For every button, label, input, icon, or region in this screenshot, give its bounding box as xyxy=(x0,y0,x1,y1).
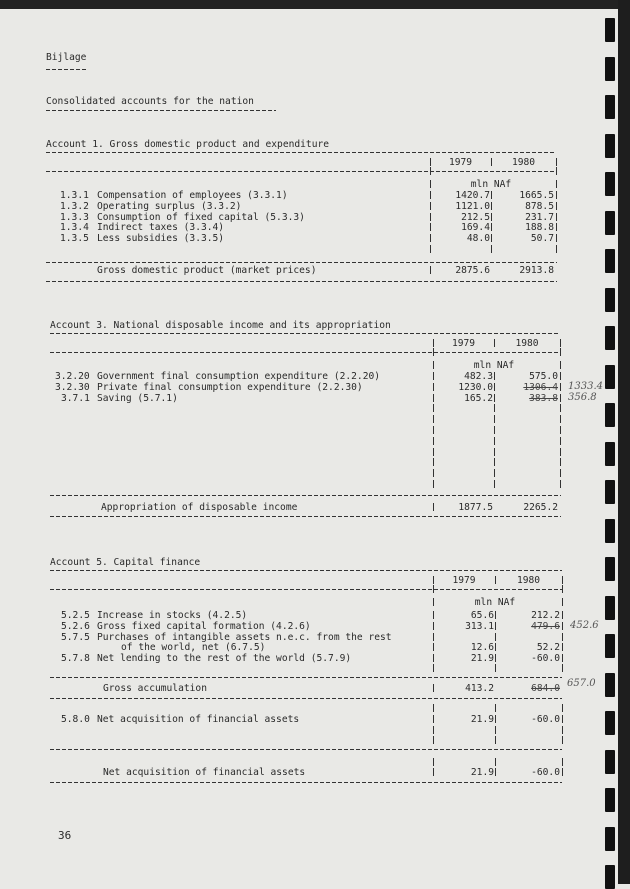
row-label: Indirect taxes (3.3.4) xyxy=(97,222,225,234)
binding-hole xyxy=(605,865,615,889)
column-separator xyxy=(430,245,431,253)
total-1979: 1877.5 xyxy=(458,502,493,513)
total-label: Gross accumulation xyxy=(103,683,207,694)
column-separator xyxy=(562,576,563,584)
row-label: Government final consumption expenditure (2.2.20) xyxy=(97,371,381,382)
column-separator xyxy=(433,361,434,369)
column-separator xyxy=(495,576,496,584)
column-separator xyxy=(433,469,434,477)
value-1980: 50.7 xyxy=(530,233,554,245)
binding-hole xyxy=(605,326,615,350)
value-1980: 52.2 xyxy=(536,642,560,654)
row-label: Saving (5.7.1) xyxy=(97,392,178,404)
value-1979: 1420.7 xyxy=(455,190,490,201)
column-separator xyxy=(562,598,563,606)
row-code: 5.2.6 xyxy=(61,620,90,632)
column-separator xyxy=(560,480,561,488)
column-separator xyxy=(430,180,431,188)
handwritten-correction: 657.0 xyxy=(567,678,596,689)
column-separator xyxy=(556,191,557,199)
column-separator xyxy=(562,654,563,662)
row-label: Increase in stocks (4.2.5) xyxy=(97,610,248,621)
value-1979: 21.9 xyxy=(470,714,494,725)
column-separator xyxy=(562,611,563,619)
value-1980: 575.0 xyxy=(529,371,558,382)
dashed-rule xyxy=(50,749,562,750)
column-separator xyxy=(562,633,563,641)
binding-hole xyxy=(605,57,615,81)
binding-hole xyxy=(605,673,615,697)
column-separator xyxy=(433,704,434,712)
column-separator xyxy=(433,437,434,445)
account-title: Account 5. Capital finance xyxy=(50,557,201,568)
value-1979: 313.1 xyxy=(465,620,494,632)
column-separator xyxy=(562,643,563,651)
column-separator xyxy=(562,715,563,723)
column-separator xyxy=(556,213,557,221)
column-separator xyxy=(562,585,563,593)
year-header-1980: 1980 xyxy=(511,157,536,168)
binding-hole xyxy=(605,634,615,658)
column-separator xyxy=(433,633,434,641)
total-1979: 21.9 xyxy=(470,767,494,778)
binding-hole xyxy=(605,519,615,543)
row-label: Net acquisition of financial assets xyxy=(97,714,300,725)
dashed-rule xyxy=(46,281,557,282)
column-separator xyxy=(560,348,561,356)
column-separator xyxy=(494,448,495,456)
value-1980: 188.8 xyxy=(525,222,554,234)
column-separator xyxy=(495,758,496,766)
account-title: Account 3. National disposable income and its appropriation xyxy=(50,320,391,331)
total-1979: 2875.6 xyxy=(455,265,490,276)
year-header-1980: 1980 xyxy=(515,338,539,349)
column-separator xyxy=(495,768,496,776)
column-separator xyxy=(556,167,557,175)
page-number: 36 xyxy=(58,829,72,842)
column-separator xyxy=(560,426,561,434)
value-1980: 878.5 xyxy=(525,200,554,212)
title-underline xyxy=(46,110,276,111)
row-code: 1.3.1 xyxy=(60,190,89,201)
column-separator xyxy=(494,339,495,347)
column-separator xyxy=(495,704,496,712)
section-underline xyxy=(46,69,88,70)
row-code: 1.3.2 xyxy=(60,200,89,212)
binding-hole xyxy=(605,95,615,119)
column-separator xyxy=(433,415,434,423)
total-1980: 2265.2 xyxy=(523,502,558,513)
dashed-rule xyxy=(50,516,561,517)
row-label: Purchases of intangible assets n.e.c. from the rest xyxy=(97,631,392,643)
column-separator xyxy=(556,158,557,166)
column-separator xyxy=(560,372,561,380)
dashed-rule xyxy=(50,333,560,334)
column-separator xyxy=(495,633,496,641)
binding-hole xyxy=(605,480,615,504)
column-separator xyxy=(560,437,561,445)
row-label: Compensation of employees (3.3.1) xyxy=(97,190,288,201)
binding-hole xyxy=(605,827,615,851)
row-code: 5.2.5 xyxy=(61,610,90,621)
column-separator xyxy=(560,339,561,347)
year-header-1980: 1980 xyxy=(516,575,541,586)
column-separator xyxy=(556,223,557,231)
row-label: Gross fixed capital formation (4.2.6) xyxy=(97,620,311,632)
handwritten-correction: 356.8 xyxy=(568,391,597,403)
column-separator xyxy=(556,180,557,188)
column-separator xyxy=(433,598,434,606)
binding-hole xyxy=(605,596,615,620)
column-separator xyxy=(495,736,496,744)
binding-hole xyxy=(605,134,615,158)
column-separator xyxy=(494,458,495,466)
dashed-rule xyxy=(46,171,556,172)
value-1979: 21.9 xyxy=(470,652,494,664)
column-separator xyxy=(433,480,434,488)
column-separator xyxy=(562,622,563,630)
column-separator xyxy=(433,404,434,412)
column-separator xyxy=(562,664,563,672)
dashed-rule xyxy=(46,262,557,263)
row-code: 3.2.20 xyxy=(55,371,90,382)
column-separator xyxy=(433,664,434,672)
row-label: Net lending to the rest of the world (5.7.9) xyxy=(97,652,352,664)
binding-hole xyxy=(605,557,615,581)
row-label-continued: of the world, net (6.7.5) xyxy=(121,642,266,654)
value-1979: 212.5 xyxy=(461,211,490,223)
unit-label: mln NAf xyxy=(470,179,512,190)
value-1979: 12.6 xyxy=(470,642,494,654)
value-1979: 482.3 xyxy=(464,371,493,382)
row-code: 5.8.0 xyxy=(61,714,90,725)
value-1980: 1665.5 xyxy=(519,190,554,201)
column-separator xyxy=(494,415,495,423)
column-separator xyxy=(433,458,434,466)
scan-border-top xyxy=(0,0,630,9)
column-separator xyxy=(556,202,557,210)
binding-hole xyxy=(605,288,615,312)
column-separator xyxy=(562,758,563,766)
binding-hole xyxy=(605,365,615,389)
total-1979: 413.2 xyxy=(465,683,494,694)
column-separator xyxy=(494,404,495,412)
dashed-rule xyxy=(50,589,562,590)
value-1980: -60.0 xyxy=(531,714,560,725)
row-code: 1.3.4 xyxy=(60,222,89,234)
handwritten-correction: 1333.4 xyxy=(568,380,603,392)
year-header-1979: 1979 xyxy=(451,338,476,349)
binding-hole xyxy=(605,788,615,812)
dashed-rule xyxy=(50,677,562,678)
column-separator xyxy=(433,758,434,766)
value-1980: -60.0 xyxy=(531,652,560,664)
value-1979: 65.6 xyxy=(470,610,494,621)
value-1979: 48.0 xyxy=(466,233,490,245)
account-title: Account 1. Gross domestic product and expenditure xyxy=(46,139,330,150)
value-1980: 383.8 xyxy=(529,392,558,404)
column-separator xyxy=(495,726,496,734)
column-separator xyxy=(494,480,495,488)
total-label: Gross domestic product (market prices) xyxy=(97,265,317,276)
value-1979: 1230.0 xyxy=(458,381,493,393)
column-separator xyxy=(433,426,434,434)
value-1980: 1306.4 xyxy=(523,381,558,393)
column-separator xyxy=(556,234,557,242)
row-code: 5.7.8 xyxy=(61,652,90,664)
column-separator xyxy=(433,585,434,593)
column-separator xyxy=(494,437,495,445)
column-separator xyxy=(491,245,492,253)
row-label: Operating surplus (3.3.2) xyxy=(97,200,242,212)
unit-label: mln NAf xyxy=(473,360,515,371)
row-code: 3.7.1 xyxy=(61,392,90,404)
total-1980: 684.0 xyxy=(531,683,560,694)
column-separator xyxy=(433,726,434,734)
column-separator xyxy=(494,426,495,434)
value-1980: 479.6 xyxy=(531,620,560,632)
page-title: Consolidated accounts for the nation xyxy=(46,96,254,107)
dashed-rule xyxy=(50,570,562,571)
binding-hole xyxy=(605,172,615,196)
column-separator xyxy=(433,736,434,744)
dashed-rule xyxy=(50,698,562,699)
total-label: Appropriation of disposable income xyxy=(101,502,298,513)
scan-border-right xyxy=(618,0,630,884)
row-code: 5.7.5 xyxy=(61,631,90,643)
value-1980: 231.7 xyxy=(525,211,554,223)
row-code: 3.2.30 xyxy=(55,381,90,393)
dashed-rule xyxy=(46,152,556,153)
column-separator xyxy=(560,458,561,466)
value-1979: 165.2 xyxy=(464,392,493,404)
column-separator xyxy=(560,394,561,402)
column-separator xyxy=(560,361,561,369)
section-label: Bijlage xyxy=(46,52,87,63)
column-separator xyxy=(562,736,563,744)
column-separator xyxy=(430,167,431,175)
value-1979: 169.4 xyxy=(461,222,490,234)
binding-hole xyxy=(605,750,615,774)
binding-hole xyxy=(605,18,615,42)
value-1979: 1121.0 xyxy=(455,200,490,212)
column-separator xyxy=(560,415,561,423)
binding-hole xyxy=(605,249,615,273)
row-label: Consumption of fixed capital (5.3.3) xyxy=(97,211,305,223)
column-separator xyxy=(433,348,434,356)
column-separator xyxy=(560,448,561,456)
total-1980: 2913.8 xyxy=(519,265,554,276)
column-separator xyxy=(562,768,563,776)
row-label: Less subsidies (3.3.5) xyxy=(97,233,225,245)
total-label: Net acquisition of financial assets xyxy=(103,767,306,778)
binding-hole xyxy=(605,403,615,427)
unit-label: mln NAf xyxy=(474,597,516,608)
column-separator xyxy=(556,245,557,253)
column-separator xyxy=(560,383,561,391)
dashed-rule xyxy=(50,352,560,353)
binding-hole xyxy=(605,211,615,235)
column-separator xyxy=(495,664,496,672)
dashed-rule xyxy=(50,782,562,783)
column-separator xyxy=(562,704,563,712)
binding-hole xyxy=(605,442,615,466)
year-header-1979: 1979 xyxy=(448,157,473,168)
dashed-rule xyxy=(50,495,561,496)
total-1980: -60.0 xyxy=(531,767,560,778)
row-code: 1.3.5 xyxy=(60,233,89,245)
row-label: Private final consumption expenditure (2.2.30) xyxy=(97,381,363,393)
column-separator xyxy=(433,448,434,456)
column-separator xyxy=(562,726,563,734)
row-code: 1.3.3 xyxy=(60,211,89,223)
column-separator xyxy=(560,469,561,477)
handwritten-correction: 452.6 xyxy=(570,619,599,631)
binding-hole xyxy=(605,711,615,735)
value-1980: 212.2 xyxy=(531,610,560,621)
column-separator xyxy=(494,469,495,477)
year-header-1979: 1979 xyxy=(452,575,476,586)
column-separator xyxy=(491,158,492,166)
column-separator xyxy=(560,404,561,412)
